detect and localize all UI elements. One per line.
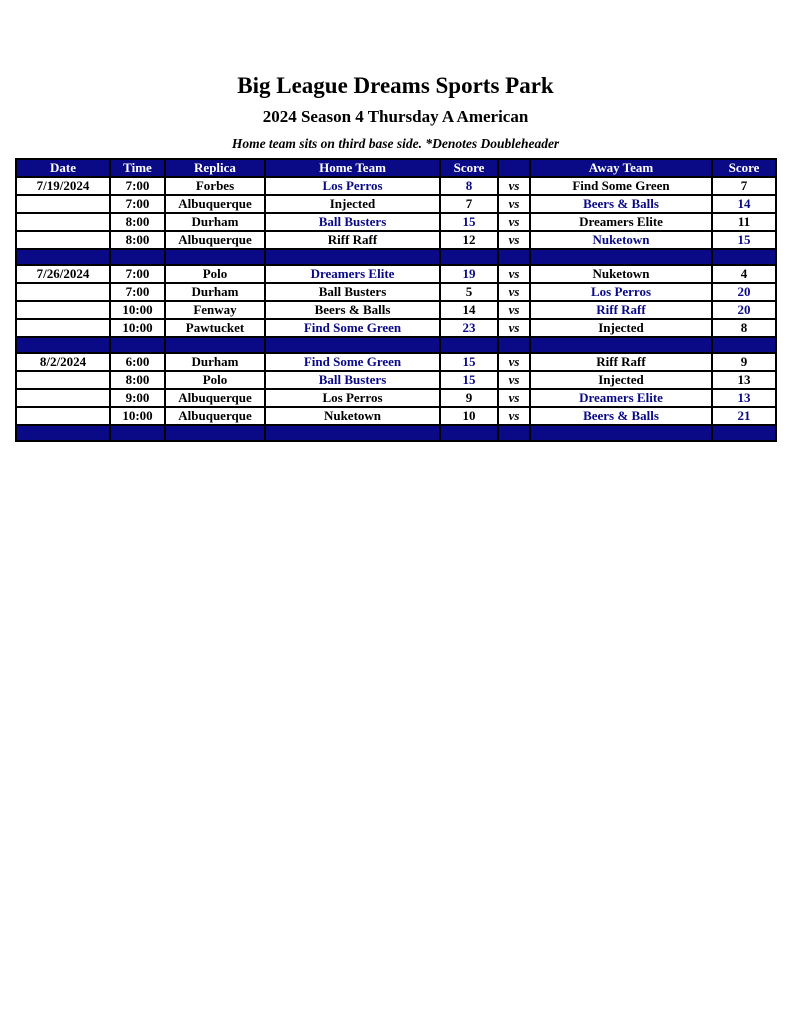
header-replica: Replica <box>165 159 265 177</box>
home-team-cell: Ball Busters <box>265 213 440 231</box>
game-row <box>16 177 776 195</box>
time-cell: 7:00 <box>110 177 165 195</box>
date-cell-empty <box>16 231 110 249</box>
home-score-cell: 10 <box>440 407 498 425</box>
date-cell: 7/19/2024 <box>16 177 110 195</box>
home-team-note: Home team sits on third base side. *Denotes Doubleheader <box>231 136 560 151</box>
date-cell-empty <box>16 213 110 231</box>
home-score-cell: 15 <box>440 353 498 371</box>
header-row <box>16 159 776 177</box>
time-cell: 6:00 <box>110 353 165 371</box>
home-score-cell: 23 <box>440 319 498 337</box>
away-team-cell: Injected <box>530 371 712 389</box>
home-team-cell: Los Perros <box>265 177 440 195</box>
vs-cell: vs <box>498 407 530 425</box>
away-score-cell: 20 <box>712 301 776 319</box>
home-team-cell: Dreamers Elite <box>265 265 440 283</box>
replica-cell: Durham <box>165 283 265 301</box>
vs-cell: vs <box>498 195 530 213</box>
separator-row <box>16 249 776 265</box>
schedule-page <box>0 0 791 442</box>
home-score-cell: 14 <box>440 301 498 319</box>
away-score-cell: 9 <box>712 353 776 371</box>
game-row <box>16 301 776 319</box>
home-score-cell: 15 <box>440 371 498 389</box>
time-cell: 10:00 <box>110 319 165 337</box>
vs-cell: vs <box>498 389 530 407</box>
home-team-cell: Beers & Balls <box>265 301 440 319</box>
vs-cell: vs <box>498 353 530 371</box>
vs-cell: vs <box>498 283 530 301</box>
date-cell: 7/26/2024 <box>16 265 110 283</box>
away-score-cell: 7 <box>712 177 776 195</box>
time-cell: 7:00 <box>110 283 165 301</box>
away-team-cell: Dreamers Elite <box>530 389 712 407</box>
home-team-cell: Nuketown <box>265 407 440 425</box>
game-row <box>16 371 776 389</box>
away-score-cell: 11 <box>712 213 776 231</box>
away-score-cell: 4 <box>712 265 776 283</box>
time-cell: 10:00 <box>110 301 165 319</box>
replica-cell: Durham <box>165 213 265 231</box>
separator-row <box>16 425 776 441</box>
game-row <box>16 319 776 337</box>
home-team-cell: Ball Busters <box>265 283 440 301</box>
home-score-cell: 7 <box>440 195 498 213</box>
date-cell-empty <box>16 283 110 301</box>
home-team-cell: Injected <box>265 195 440 213</box>
header-away-score: Score <box>712 159 776 177</box>
game-row <box>16 195 776 213</box>
time-cell: 9:00 <box>110 389 165 407</box>
home-team-cell: Riff Raff <box>265 231 440 249</box>
home-team-cell: Find Some Green <box>265 319 440 337</box>
game-row <box>16 353 776 371</box>
page-subtitle: 2024 Season 4 Thursday A American <box>262 107 529 126</box>
away-score-cell: 14 <box>712 195 776 213</box>
vs-cell: vs <box>498 265 530 283</box>
home-score-cell: 12 <box>440 231 498 249</box>
header-away-team: Away Team <box>530 159 712 177</box>
vs-cell: vs <box>498 177 530 195</box>
vs-cell: vs <box>498 319 530 337</box>
game-row <box>16 213 776 231</box>
page-title: Big League Dreams Sports Park <box>237 73 554 98</box>
game-row <box>16 231 776 249</box>
time-cell: 7:00 <box>110 265 165 283</box>
away-team-cell: Riff Raff <box>530 353 712 371</box>
header-time: Time <box>110 159 165 177</box>
away-team-cell: Riff Raff <box>530 301 712 319</box>
away-score-cell: 20 <box>712 283 776 301</box>
home-team-cell: Find Some Green <box>265 353 440 371</box>
home-team-cell: Ball Busters <box>265 371 440 389</box>
away-score-cell: 8 <box>712 319 776 337</box>
separator-row <box>16 337 776 353</box>
replica-cell: Polo <box>165 371 265 389</box>
away-team-cell: Dreamers Elite <box>530 213 712 231</box>
game-row <box>16 265 776 283</box>
date-cell-empty <box>16 371 110 389</box>
vs-cell: vs <box>498 213 530 231</box>
date-cell-empty <box>16 301 110 319</box>
schedule-table <box>15 158 777 442</box>
away-score-cell: 13 <box>712 389 776 407</box>
away-team-cell: Beers & Balls <box>530 195 712 213</box>
replica-cell: Albuquerque <box>165 407 265 425</box>
date-cell-empty <box>16 195 110 213</box>
date-cell-empty <box>16 407 110 425</box>
away-team-cell: Find Some Green <box>530 177 712 195</box>
home-score-cell: 9 <box>440 389 498 407</box>
away-team-cell: Nuketown <box>530 265 712 283</box>
replica-cell: Albuquerque <box>165 195 265 213</box>
header-date: Date <box>16 159 110 177</box>
header-vs <box>498 159 530 177</box>
replica-cell: Fenway <box>165 301 265 319</box>
time-cell: 8:00 <box>110 213 165 231</box>
away-team-cell: Injected <box>530 319 712 337</box>
time-cell: 10:00 <box>110 407 165 425</box>
replica-cell: Forbes <box>165 177 265 195</box>
date-cell-empty <box>16 389 110 407</box>
date-cell-empty <box>16 319 110 337</box>
header-home-score: Score <box>440 159 498 177</box>
replica-cell: Durham <box>165 353 265 371</box>
home-score-cell: 19 <box>440 265 498 283</box>
time-cell: 8:00 <box>110 231 165 249</box>
away-score-cell: 21 <box>712 407 776 425</box>
vs-cell: vs <box>498 371 530 389</box>
vs-cell: vs <box>498 231 530 249</box>
home-score-cell: 8 <box>440 177 498 195</box>
game-row <box>16 389 776 407</box>
time-cell: 7:00 <box>110 195 165 213</box>
vs-cell: vs <box>498 301 530 319</box>
away-team-cell: Los Perros <box>530 283 712 301</box>
home-score-cell: 5 <box>440 283 498 301</box>
replica-cell: Pawtucket <box>165 319 265 337</box>
away-score-cell: 13 <box>712 371 776 389</box>
away-score-cell: 15 <box>712 231 776 249</box>
replica-cell: Polo <box>165 265 265 283</box>
header-home-team: Home Team <box>265 159 440 177</box>
replica-cell: Albuquerque <box>165 231 265 249</box>
home-team-cell: Los Perros <box>265 389 440 407</box>
away-team-cell: Nuketown <box>530 231 712 249</box>
date-cell: 8/2/2024 <box>16 353 110 371</box>
time-cell: 8:00 <box>110 371 165 389</box>
replica-cell: Albuquerque <box>165 389 265 407</box>
game-row <box>16 407 776 425</box>
home-score-cell: 15 <box>440 213 498 231</box>
away-team-cell: Beers & Balls <box>530 407 712 425</box>
game-row <box>16 283 776 301</box>
